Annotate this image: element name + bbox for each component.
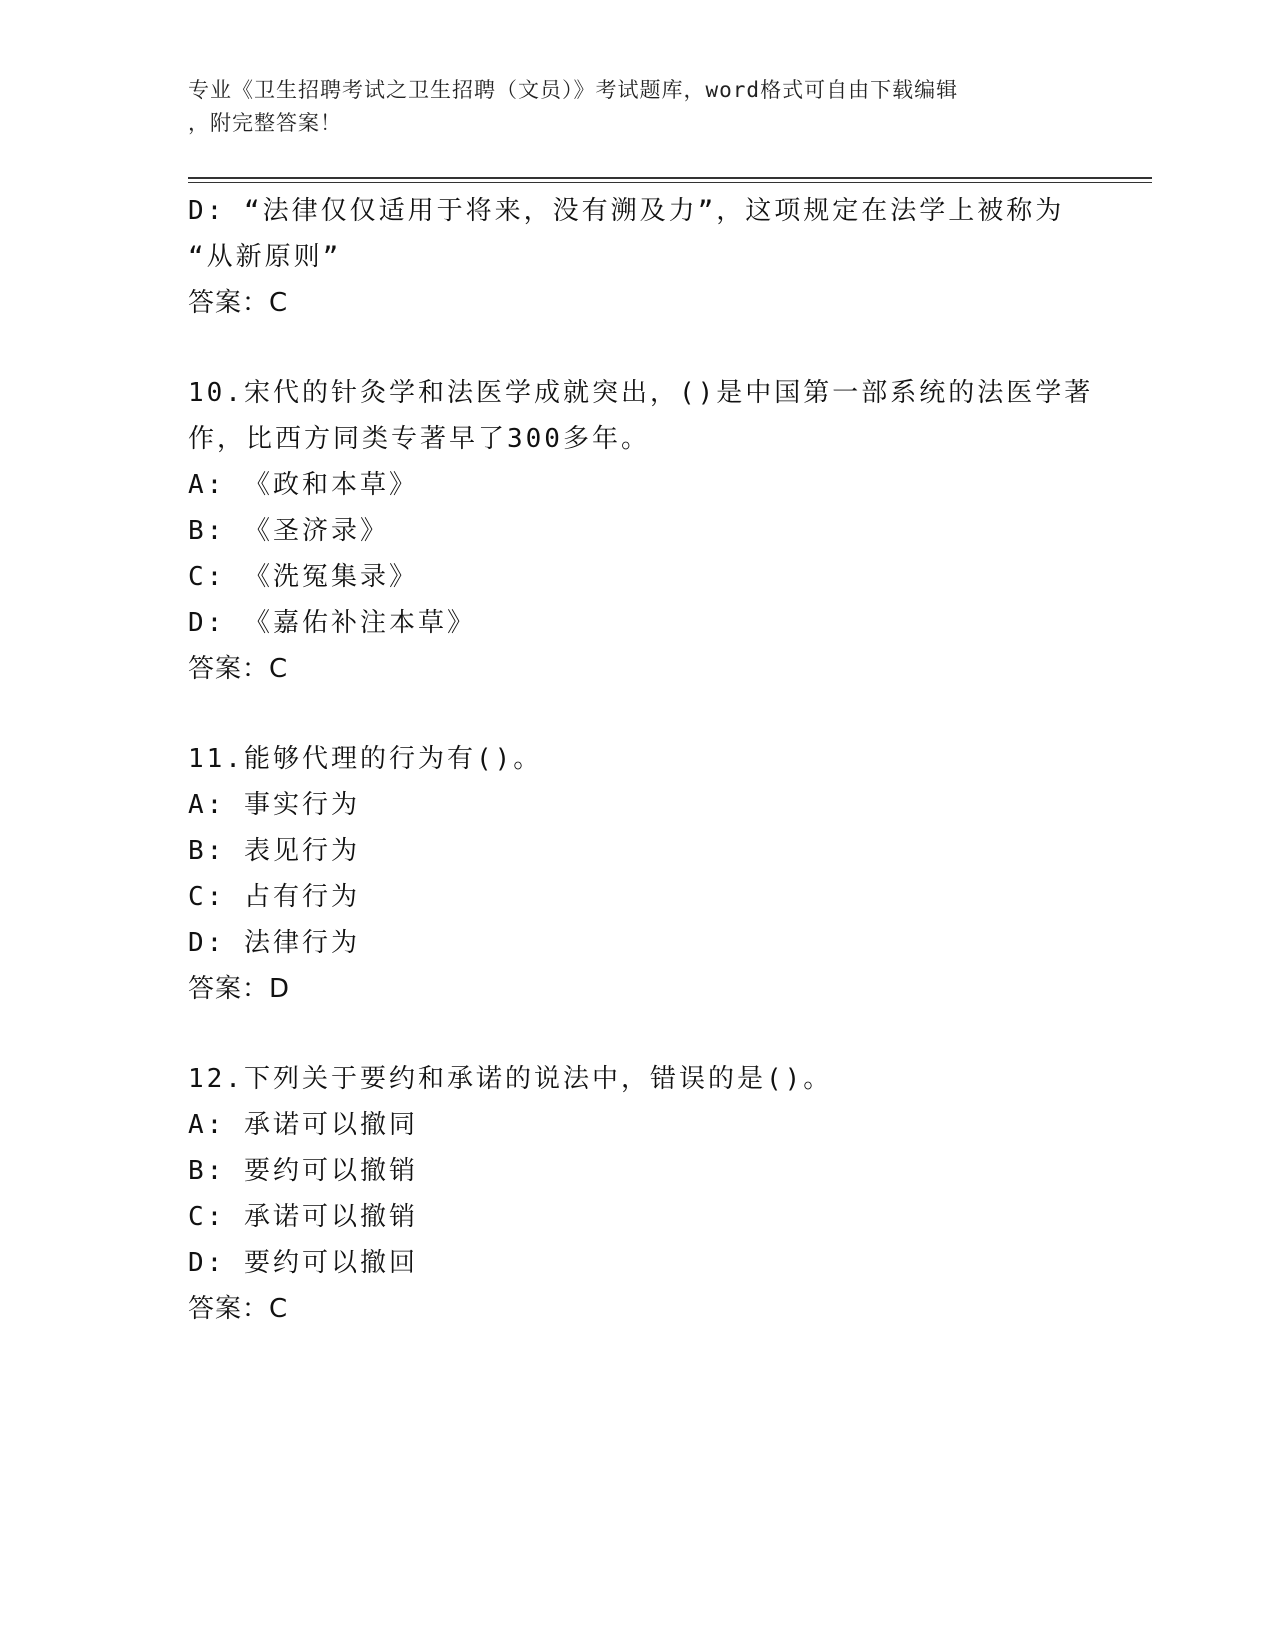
answer: 答案：C (188, 288, 289, 318)
question-stem: 12.下列关于要约和承诺的说法中，错误的是()。 (188, 1064, 833, 1094)
question-12 (188, 1056, 1108, 1332)
question-stem: 10.宋代的针灸学和法医学成就突出，()是中国第一部系统的法医学著作，比西方同类专著早了300多年。 (188, 378, 1094, 454)
option-a: A: 事实行为 (188, 790, 360, 820)
question-10 (188, 370, 1108, 692)
option-d: D: 《嘉佑补注本草》 (188, 608, 476, 638)
header-divider-thick (188, 177, 1152, 179)
option-b: B: 表见行为 (188, 836, 360, 866)
option-b: B: 《圣济录》 (188, 516, 389, 546)
header-line-2: ，附完整答案！ (188, 111, 342, 135)
option-c: C: 《洗冤集录》 (188, 562, 418, 592)
answer: 答案：C (188, 654, 289, 684)
option-d: D: 法律行为 (188, 928, 360, 958)
question-stem: 11.能够代理的行为有()。 (188, 744, 543, 774)
option-b: B: 要约可以撤销 (188, 1156, 418, 1186)
answer: 答案：C (188, 1294, 289, 1324)
option-d-line-1: D: “法律仅仅适用于将来，没有溯及力”，这项规定在法学上被称为 (188, 196, 1065, 226)
option-d-line-2: “从新原则” (188, 242, 342, 272)
question-9-continuation (188, 188, 1108, 326)
option-c: C: 承诺可以撤销 (188, 1202, 418, 1232)
document-header (188, 74, 1088, 140)
option-d: D: 要约可以撤回 (188, 1248, 418, 1278)
option-c: C: 占有行为 (188, 882, 360, 912)
option-a: A: 承诺可以撤同 (188, 1110, 418, 1140)
question-11 (188, 736, 1108, 1012)
header-divider-thin (188, 182, 1152, 183)
answer: 答案：D (188, 974, 291, 1004)
option-a: A: 《政和本草》 (188, 470, 418, 500)
question-content (188, 188, 1108, 1332)
header-line-1: 专业《卫生招聘考试之卫生招聘（文员）》考试题库，word格式可自由下载编辑 (188, 78, 959, 102)
